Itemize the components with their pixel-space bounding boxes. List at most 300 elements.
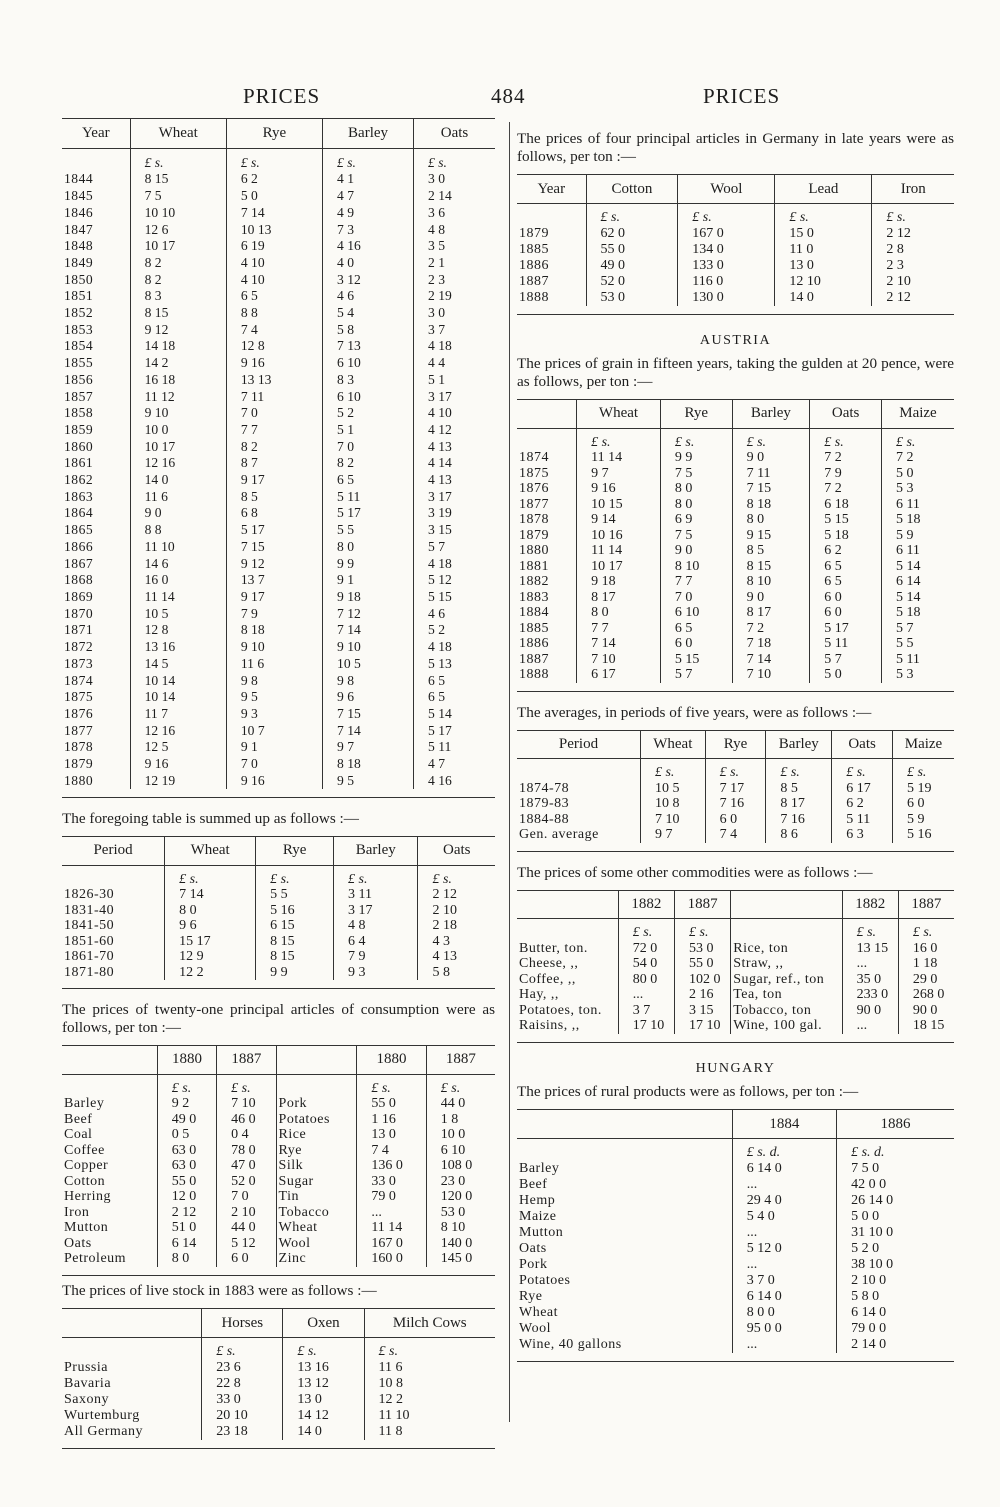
table-row bbox=[62, 773, 495, 790]
price-cell: ... bbox=[618, 987, 674, 1003]
unit-label: £ s. bbox=[898, 919, 954, 941]
row-label: 1857 bbox=[64, 388, 94, 404]
column-header: Barley bbox=[323, 119, 414, 149]
price-cell: 7 12 bbox=[323, 606, 414, 623]
price-cell: 2 12 bbox=[157, 1205, 216, 1221]
price-cell: 6 10 bbox=[323, 389, 414, 406]
price-cell: 23 0 bbox=[426, 1174, 495, 1190]
row-label: 1845 bbox=[64, 188, 94, 204]
price-cell: 8 3 bbox=[130, 288, 226, 305]
price-cell: 33 0 bbox=[202, 1392, 283, 1408]
table-row bbox=[62, 887, 495, 903]
price-cell: 5 11 bbox=[414, 739, 496, 756]
table-row bbox=[62, 606, 495, 623]
price-cell: 3 5 bbox=[414, 238, 496, 255]
price-cell: 7 4 bbox=[357, 1143, 426, 1159]
row-label: 1868 bbox=[64, 572, 94, 588]
row-label: Prussia bbox=[64, 1359, 108, 1375]
row-label: 1860 bbox=[64, 438, 94, 454]
price-cell: 2 10 bbox=[418, 903, 495, 919]
table-row bbox=[62, 965, 495, 981]
price-cell: 8 15 bbox=[256, 949, 334, 965]
price-cell: 7 2 bbox=[881, 450, 954, 466]
price-cell: 7 0 bbox=[660, 590, 732, 606]
price-cell: 11 8 bbox=[364, 1424, 495, 1440]
row-label: 1870 bbox=[64, 605, 94, 621]
table-row bbox=[517, 559, 954, 575]
price-cell: 29 0 bbox=[898, 972, 954, 988]
table-row bbox=[62, 572, 495, 589]
row-label: Hay, ,, bbox=[519, 987, 559, 1002]
table-row bbox=[517, 796, 954, 812]
price-cell: 6 14 0 bbox=[732, 1289, 836, 1305]
table-row bbox=[517, 1337, 954, 1353]
price-cell: 8 17 bbox=[732, 605, 810, 621]
left-column bbox=[62, 118, 495, 1449]
table-row bbox=[517, 242, 954, 258]
price-cell: 15 17 bbox=[165, 934, 256, 950]
row-label: 1874-78 bbox=[519, 780, 570, 796]
column-header: Milch Cows bbox=[364, 1308, 495, 1337]
price-cell: 3 12 bbox=[323, 272, 414, 289]
table-row bbox=[517, 226, 954, 242]
price-cell: 7 15 bbox=[732, 481, 810, 497]
price-cell: 6 0 bbox=[217, 1251, 276, 1267]
table-row bbox=[62, 355, 495, 372]
price-cell: 7 10 bbox=[640, 812, 705, 828]
row-label: Beef bbox=[519, 1176, 548, 1192]
price-cell: 62 0 bbox=[586, 226, 678, 242]
price-cell: 8 15 bbox=[130, 305, 226, 322]
articles-intro: The prices of twenty-one principal articles of consumption were as follows, per ton :— bbox=[62, 1001, 495, 1037]
row-label: Tobacco, ton bbox=[731, 1003, 842, 1019]
row-label: 1867 bbox=[64, 555, 94, 571]
averages-intro: The averages, in periods of five years, were as follows :— bbox=[517, 703, 872, 721]
price-cell: 10 5 bbox=[640, 781, 705, 797]
price-cell: 7 2 bbox=[732, 621, 810, 637]
unit-label: £ s. bbox=[323, 148, 414, 171]
price-cell: 4 6 bbox=[414, 606, 496, 623]
unit-label: £ s. bbox=[577, 428, 661, 450]
table-row bbox=[62, 1376, 495, 1392]
price-cell: 9 9 bbox=[323, 556, 414, 573]
column-header: 1880 bbox=[357, 1046, 426, 1075]
price-cell: 3 17 bbox=[334, 903, 418, 919]
unit-label: £ s. d. bbox=[732, 1138, 836, 1161]
price-cell: 3 7 bbox=[618, 1003, 674, 1019]
table-row bbox=[62, 489, 495, 506]
price-cell: 5 13 bbox=[414, 656, 496, 673]
table-row bbox=[62, 1096, 495, 1112]
price-cell: 5 5 bbox=[881, 636, 954, 652]
table-row bbox=[62, 1360, 495, 1376]
row-label: Gen. average bbox=[519, 827, 599, 842]
price-cell: 7 7 bbox=[226, 422, 322, 439]
price-cell: 9 12 bbox=[130, 322, 226, 339]
row-label: 1866 bbox=[64, 538, 94, 554]
row-label: 1856 bbox=[64, 371, 94, 387]
price-cell: 17 10 bbox=[675, 1018, 731, 1034]
price-cell: 10 0 bbox=[426, 1127, 495, 1143]
column-header: Oats bbox=[810, 400, 882, 429]
table-row bbox=[62, 338, 495, 355]
price-cell: 10 14 bbox=[130, 673, 226, 690]
row-label: Mutton bbox=[519, 1224, 564, 1240]
table-row bbox=[517, 652, 954, 668]
price-cell: 38 10 0 bbox=[837, 1257, 954, 1273]
price-cell: 78 0 bbox=[217, 1143, 276, 1159]
price-cell: 8 5 bbox=[732, 543, 810, 559]
row-label: 1853 bbox=[64, 321, 94, 337]
price-cell: 6 5 bbox=[660, 621, 732, 637]
price-cell: 5 17 bbox=[323, 505, 414, 522]
column-header: Barley bbox=[766, 730, 832, 759]
price-cell: 31 10 0 bbox=[837, 1225, 954, 1241]
row-label: Potatoes bbox=[276, 1112, 357, 1128]
table-bottom-rule bbox=[517, 683, 954, 692]
row-label: 1884-88 bbox=[519, 811, 570, 827]
price-cell: 1 16 bbox=[357, 1112, 426, 1128]
price-cell: 6 5 bbox=[414, 673, 496, 690]
price-cell: 5 17 bbox=[810, 621, 882, 637]
table-row bbox=[62, 455, 495, 472]
column-header: Rye bbox=[256, 837, 334, 866]
price-cell: 8 0 bbox=[660, 481, 732, 497]
row-label: 1846 bbox=[64, 204, 94, 220]
price-cell: 10 16 bbox=[577, 528, 661, 544]
row-label: 1871 bbox=[64, 622, 94, 638]
price-cell: 72 0 bbox=[618, 941, 674, 957]
table-row bbox=[62, 1143, 495, 1159]
price-cell: 4 18 bbox=[414, 556, 496, 573]
price-cell: 136 0 bbox=[357, 1158, 426, 1174]
price-cell: 7 3 bbox=[323, 222, 414, 239]
price-cell: 7 7 bbox=[577, 621, 661, 637]
price-cell: 7 13 bbox=[323, 338, 414, 355]
unit-label: £ s. bbox=[165, 865, 256, 887]
row-label: Coffee bbox=[64, 1142, 105, 1158]
price-cell: 9 17 bbox=[226, 472, 322, 489]
row-label: 1874 bbox=[519, 450, 549, 465]
price-cell: 7 14 bbox=[732, 652, 810, 668]
row-label: 1848 bbox=[64, 238, 94, 254]
row-label: Barley bbox=[519, 1160, 560, 1176]
price-cell: 7 9 bbox=[334, 949, 418, 965]
price-cell: 5 18 bbox=[810, 528, 882, 544]
price-cell: 8 18 bbox=[226, 622, 322, 639]
price-cell: 79 0 0 bbox=[837, 1321, 954, 1337]
price-cell: 5 14 bbox=[881, 559, 954, 575]
column-header: Oxen bbox=[283, 1308, 364, 1337]
price-cell: 13 16 bbox=[283, 1360, 364, 1376]
price-cell: 5 2 bbox=[323, 405, 414, 422]
price-cell: 10 5 bbox=[130, 606, 226, 623]
unit-label: £ s. bbox=[832, 759, 893, 781]
price-cell: 7 14 bbox=[577, 636, 661, 652]
price-cell: 5 7 bbox=[414, 539, 496, 556]
table-row bbox=[62, 222, 495, 239]
price-cell: 23 18 bbox=[202, 1424, 283, 1440]
price-cell: 52 0 bbox=[217, 1174, 276, 1190]
price-cell: 9 15 bbox=[732, 528, 810, 544]
table-row bbox=[62, 255, 495, 272]
table-row bbox=[62, 1220, 495, 1236]
price-cell: 8 6 bbox=[766, 827, 832, 843]
table-row bbox=[62, 1189, 495, 1205]
table-row bbox=[517, 621, 954, 637]
table-row bbox=[517, 574, 954, 590]
price-cell: 5 12 bbox=[217, 1236, 276, 1252]
row-label: All Germany bbox=[64, 1423, 143, 1439]
column-header: Oats bbox=[418, 837, 495, 866]
price-cell: 11 10 bbox=[364, 1408, 495, 1424]
price-cell: 11 6 bbox=[364, 1360, 495, 1376]
row-label: Herring bbox=[64, 1189, 112, 1205]
price-cell: 7 5 0 bbox=[837, 1161, 954, 1177]
table-row bbox=[517, 812, 954, 828]
table-row bbox=[62, 556, 495, 573]
column-header: 1887 bbox=[217, 1046, 276, 1075]
table-row bbox=[62, 539, 495, 556]
unit-label: £ s. bbox=[892, 759, 954, 781]
price-cell: 8 17 bbox=[577, 590, 661, 606]
price-cell: 4 6 bbox=[323, 288, 414, 305]
table-row bbox=[62, 739, 495, 756]
table-row bbox=[517, 1241, 954, 1257]
price-cell: 12 8 bbox=[226, 338, 322, 355]
price-cell: 8 10 bbox=[426, 1220, 495, 1236]
table-row bbox=[62, 1112, 495, 1128]
unit-label: £ s. bbox=[202, 1337, 283, 1360]
price-cell: 5 8 bbox=[323, 322, 414, 339]
table-row bbox=[62, 903, 495, 919]
row-label: 1841-50 bbox=[64, 918, 115, 934]
price-cell: 13 15 bbox=[842, 941, 898, 957]
price-cell: 4 8 bbox=[334, 918, 418, 934]
price-cell: 8 5 bbox=[766, 781, 832, 797]
table-row bbox=[62, 1424, 495, 1440]
row-label: Sugar, ref., ton bbox=[731, 972, 842, 988]
price-cell: 6 15 bbox=[256, 918, 334, 934]
price-cell: 14 2 bbox=[130, 355, 226, 372]
price-cell: 44 0 bbox=[217, 1220, 276, 1236]
price-cell: 9 3 bbox=[334, 965, 418, 981]
row-label: 1876 bbox=[64, 705, 94, 721]
price-cell: 6 14 0 bbox=[837, 1305, 954, 1321]
price-cell: 29 4 0 bbox=[732, 1193, 836, 1209]
price-cell: 5 12 bbox=[414, 572, 496, 589]
table-row bbox=[517, 1161, 954, 1177]
price-cell: 7 0 bbox=[226, 405, 322, 422]
row-label: 1884 bbox=[519, 605, 549, 620]
table-row bbox=[517, 512, 954, 528]
price-cell: 7 2 bbox=[810, 481, 882, 497]
price-cell: 3 6 bbox=[414, 205, 496, 222]
price-cell: 2 12 bbox=[872, 226, 954, 242]
price-cell: 5 14 bbox=[414, 706, 496, 723]
price-cell: 12 2 bbox=[364, 1392, 495, 1408]
table-row bbox=[517, 258, 954, 274]
row-label: 1851-60 bbox=[64, 933, 115, 949]
price-cell: 9 5 bbox=[323, 773, 414, 790]
row-label: 1888 bbox=[519, 290, 549, 305]
unit-label: £ s. bbox=[678, 204, 775, 227]
table-row bbox=[62, 1408, 495, 1424]
price-cell: 3 11 bbox=[334, 887, 418, 903]
table-row bbox=[62, 288, 495, 305]
price-cell: 6 0 bbox=[810, 590, 882, 606]
price-cell: 3 15 bbox=[675, 1003, 731, 1019]
price-cell: 7 16 bbox=[766, 812, 832, 828]
unit-label: £ s. bbox=[226, 148, 322, 171]
price-cell: 7 11 bbox=[226, 389, 322, 406]
price-cell: 10 10 bbox=[130, 205, 226, 222]
price-cell: 9 7 bbox=[640, 827, 705, 843]
price-cell: 10 7 bbox=[226, 723, 322, 740]
price-cell: 9 16 bbox=[577, 481, 661, 497]
row-label: 1885 bbox=[519, 242, 549, 257]
price-cell: 10 0 bbox=[130, 422, 226, 439]
summary-intro: The foregoing table is summed up as follows :— bbox=[62, 810, 359, 828]
table-row bbox=[62, 639, 495, 656]
price-cell: 7 18 bbox=[732, 636, 810, 652]
row-label: Zinc bbox=[276, 1251, 357, 1267]
price-cell: 4 10 bbox=[226, 272, 322, 289]
table-row bbox=[517, 274, 954, 290]
price-cell: 7 5 bbox=[660, 528, 732, 544]
table-row bbox=[517, 466, 954, 482]
price-cell: 8 0 bbox=[165, 903, 256, 919]
price-cell: 2 1 bbox=[414, 255, 496, 272]
price-cell: 6 8 bbox=[226, 505, 322, 522]
table-row bbox=[517, 636, 954, 652]
row-label: 1844 bbox=[64, 171, 94, 187]
table-row bbox=[62, 673, 495, 690]
price-cell: 8 3 bbox=[323, 372, 414, 389]
price-cell: 2 12 bbox=[418, 887, 495, 903]
price-cell: 8 18 bbox=[323, 756, 414, 773]
unit-spacer bbox=[62, 148, 130, 171]
price-cell: 5 17 bbox=[414, 723, 496, 740]
price-cell: 6 10 bbox=[323, 355, 414, 372]
column-header: Wheat bbox=[165, 837, 256, 866]
table-row bbox=[62, 1236, 495, 1252]
price-cell: 10 17 bbox=[130, 238, 226, 255]
price-cell: 5 0 bbox=[226, 188, 322, 205]
price-cell: 5 7 bbox=[810, 652, 882, 668]
row-label: Tin bbox=[276, 1189, 357, 1205]
row-label: Saxony bbox=[64, 1391, 109, 1407]
unit-label: £ s. bbox=[217, 1074, 276, 1096]
column-header: Rye bbox=[705, 730, 766, 759]
row-label: Cotton bbox=[64, 1173, 106, 1189]
price-cell: 6 14 bbox=[881, 574, 954, 590]
price-cell: 3 17 bbox=[414, 389, 496, 406]
unit-label: £ s. bbox=[364, 1337, 495, 1360]
price-cell: 9 16 bbox=[226, 355, 322, 372]
price-cell: 79 0 bbox=[357, 1189, 426, 1205]
price-cell: 35 0 bbox=[842, 972, 898, 988]
row-label: 1877 bbox=[64, 722, 94, 738]
row-label: 1887 bbox=[519, 274, 549, 289]
table-row bbox=[62, 389, 495, 406]
price-cell: 5 16 bbox=[256, 903, 334, 919]
price-cell: 9 6 bbox=[165, 918, 256, 934]
column-header: 1880 bbox=[157, 1046, 216, 1075]
table-row bbox=[62, 1251, 495, 1267]
price-cell: 6 0 bbox=[660, 636, 732, 652]
table-row bbox=[517, 987, 954, 1003]
price-cell: 14 0 bbox=[283, 1424, 364, 1440]
price-cell: 13 0 bbox=[357, 1127, 426, 1143]
price-cell: 22 8 bbox=[202, 1376, 283, 1392]
row-label: 1879 bbox=[519, 527, 549, 543]
column-header: Maize bbox=[892, 730, 954, 759]
price-cell: 2 18 bbox=[418, 918, 495, 934]
price-cell: 54 0 bbox=[618, 956, 674, 972]
row-label: Butter, ton. bbox=[519, 940, 588, 956]
row-label: Wine, 100 gal. bbox=[731, 1018, 842, 1034]
row-label: Rice bbox=[276, 1127, 357, 1143]
unit-spacer bbox=[731, 919, 842, 941]
price-cell: 3 19 bbox=[414, 505, 496, 522]
price-cell: 16 0 bbox=[130, 572, 226, 589]
price-cell: 7 14 bbox=[323, 723, 414, 740]
row-label: Oats bbox=[519, 1240, 547, 1256]
price-cell: 4 16 bbox=[414, 773, 496, 790]
table-row bbox=[62, 322, 495, 339]
price-cell: 6 11 bbox=[881, 497, 954, 513]
price-cell: 2 16 bbox=[675, 987, 731, 1003]
price-cell: 5 11 bbox=[810, 636, 882, 652]
price-cell: 5 0 0 bbox=[837, 1209, 954, 1225]
price-cell: 5 11 bbox=[832, 812, 893, 828]
unit-label: £ s. bbox=[766, 759, 832, 781]
price-cell: 90 0 bbox=[898, 1003, 954, 1019]
unit-label: £ s. bbox=[414, 148, 496, 171]
row-label: Potatoes, ton. bbox=[519, 1002, 602, 1018]
price-cell: 7 9 bbox=[226, 606, 322, 623]
unit-label: £ s. bbox=[775, 204, 872, 227]
price-cell: 12 0 bbox=[157, 1189, 216, 1205]
price-cell: 42 0 0 bbox=[837, 1177, 954, 1193]
row-label: 1877 bbox=[519, 496, 549, 512]
price-cell: 6 10 bbox=[426, 1143, 495, 1159]
column-header: Year bbox=[62, 119, 130, 149]
hungary-table bbox=[517, 1109, 954, 1362]
price-cell: ... bbox=[732, 1225, 836, 1241]
row-label: 1858 bbox=[64, 405, 94, 421]
column-header: Wheat bbox=[640, 730, 705, 759]
table-row bbox=[517, 497, 954, 513]
price-cell: 14 18 bbox=[130, 338, 226, 355]
price-cell: 8 15 bbox=[130, 171, 226, 188]
price-cell: 140 0 bbox=[426, 1236, 495, 1252]
running-head-left: PRICES bbox=[243, 84, 321, 108]
price-cell: 11 6 bbox=[130, 489, 226, 506]
table-row bbox=[517, 1273, 954, 1289]
price-cell: 0 4 bbox=[217, 1127, 276, 1143]
price-cell: 5 18 bbox=[881, 512, 954, 528]
price-cell: 2 8 bbox=[872, 242, 954, 258]
price-cell: 3 7 0 bbox=[732, 1273, 836, 1289]
unit-label: £ s. bbox=[334, 865, 418, 887]
price-cell: 63 0 bbox=[157, 1158, 216, 1174]
table-bottom-rule bbox=[62, 1440, 495, 1449]
table-row bbox=[62, 949, 495, 965]
table-row bbox=[517, 941, 954, 957]
price-cell: 7 5 bbox=[660, 466, 732, 482]
